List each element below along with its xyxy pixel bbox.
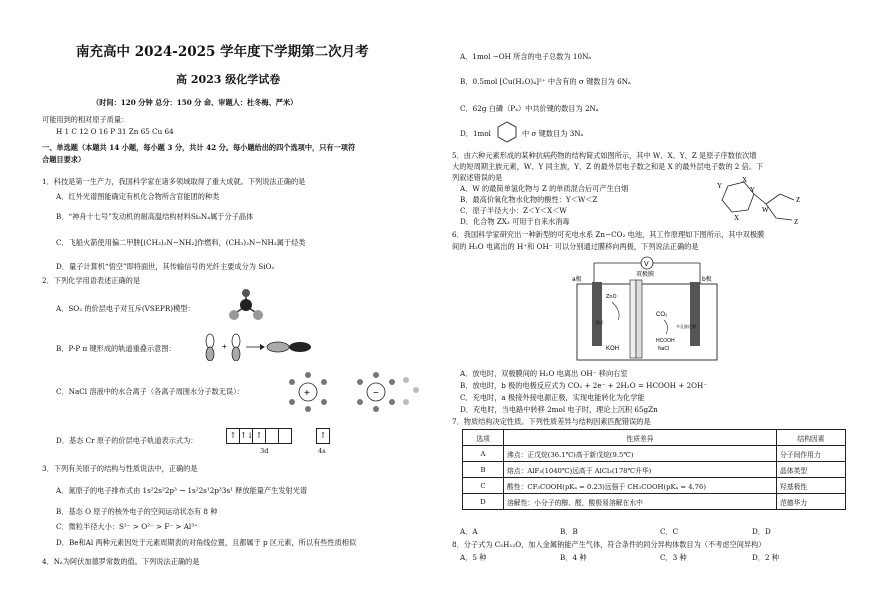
table-cell: 熔点：AlF₃(1040℃)远高于 AlCl₃(178℃升华) xyxy=(504,462,777,478)
table-row xyxy=(463,494,846,510)
orbital-box-3d-4 xyxy=(265,428,279,444)
struct-label-x1: X xyxy=(742,176,748,184)
catalyst-label: 多孔催化剂 xyxy=(676,324,696,329)
q7-option-a: A．A xyxy=(460,527,478,536)
q6-option-d: D．充电时，当电路中转移 2mol 电子时，理论上沉积 65gZn xyxy=(460,405,658,414)
q8-option-d: D．2 种 xyxy=(752,553,779,562)
section-heading-2: 合题目要求） xyxy=(42,155,86,164)
q3-option-b: B．基态 O 原子的核外电子的空间运动状态有 8 种 xyxy=(56,507,218,516)
atomic-mass-title: 可能用到的相对原子质量： xyxy=(42,115,129,124)
q4-option-d-pre: D．1mol xyxy=(460,129,491,138)
struct-label-y2: Y xyxy=(750,186,756,194)
q5-stem-2: 大的短周期主族元素，W、Y 同主族，Y、Z 的最外层电子数之和是 X 的最外层电子数的 2 倍。下 xyxy=(452,162,764,171)
table-row xyxy=(463,462,846,478)
table-cell: 沸点：正戊烷(36.1℃)高于新戊烷(9.5℃) xyxy=(504,446,777,462)
q2-stem: 2．下列化学用语表述正确的是 xyxy=(42,276,141,285)
electrode-b-label: b极 xyxy=(702,276,712,283)
nacl-label: NaCl xyxy=(658,346,670,352)
q1-option-a: A．红外光谱图能确定有机化合物所含官能团的种类 xyxy=(56,192,220,201)
table-cell: 晶体类型 xyxy=(777,462,846,478)
q1-stem: 1．科技是第一生产力，我国科学家在诸多领域取得了重大成就。下列说法正确的是 xyxy=(42,177,306,186)
orbital-box-4s: ↑ xyxy=(316,428,330,444)
q8-option-a: A．5 种 xyxy=(460,553,487,562)
co2-label: CO₂ xyxy=(656,312,668,318)
table-cell: 酸性：CF₃COOH(pKₐ = 0.23)远强于 CH₃COOH(pKₐ = 4.76) xyxy=(504,478,777,494)
orbital-box-3d-2: ↑↓ xyxy=(239,428,253,444)
q6-stem-2: 间的 H₂O 电离出的 H⁺和 OH⁻ 可以分别通过膜移向两极，下列说法正确的是 xyxy=(452,242,699,251)
q1-option-b: B．“神舟十七号”发动机的耐高温结构材料Si₃N₄属于分子晶体 xyxy=(56,212,254,221)
zno-label: ZnO xyxy=(606,294,617,300)
q6-option-c: C．充电时，a 极接外接电源正极，实现电能转化为化学能 xyxy=(460,393,645,402)
orbital-label-4s: 4s xyxy=(318,447,326,455)
voltmeter-label: V xyxy=(644,261,649,268)
struct-label-w: W xyxy=(762,206,769,214)
q7-option-c: C．C xyxy=(660,527,679,536)
orbital-box-3d-5 xyxy=(278,428,292,444)
q6-stem-1: 6．我国科学家研究出一种新型的可充电水系 Zn−CO₂ 电池，其工作原理如下图所示，其中双极膜 xyxy=(452,230,765,239)
q4-option-c: C．62g 白磷（P₄）中共价键的数目为 2Nₐ xyxy=(460,104,599,113)
section-heading: 一、单选题（本题共 14 小题，每小题 3 分，共计 42 分。每小题给出的四个选项中，只有一项符 xyxy=(42,143,356,152)
q8-option-c: C．3 种 xyxy=(660,553,687,562)
table-cell: C xyxy=(463,478,504,494)
orbital-label-3d: 3d xyxy=(260,447,269,455)
q7-option-d: D．D xyxy=(752,527,771,536)
svg-text:+: + xyxy=(304,388,310,399)
q5-stem-3: 列叙述错误的是 xyxy=(452,173,503,182)
table-cell: 羟基极性 xyxy=(777,478,846,494)
header-cell: 选项 xyxy=(463,430,504,446)
battery-diagram xyxy=(572,254,722,364)
q3-option-c: C．微粒半径大小：S²⁻ > O²⁻ > F⁻ > Al³⁺ xyxy=(56,522,198,531)
zn-label: 锌片 xyxy=(596,320,604,325)
q4-option-a: A．1mol −OH 所含的电子总数为 10Nₐ xyxy=(460,52,592,61)
exam-title: 南充高中 2024-2025 学年度下学期第二次月考 xyxy=(76,44,369,60)
table-cell: D xyxy=(463,494,504,510)
table-row xyxy=(463,478,846,494)
q8-stem: 8．分子式为 C₅H₁₂O，加入金属钠能产生气体，符合条件的同分异构体数目为（不考虑空间异构） xyxy=(452,540,766,549)
electrode-a-label: a极 xyxy=(572,276,582,283)
struct-label-z2: Z xyxy=(794,218,799,226)
q6-option-b: B．放电时，b 极的电极反应式为 CO₂ + 2e⁻ + 2H₂O = HCOOH + 2OH⁻ xyxy=(460,381,708,390)
cr-orbital-diagram xyxy=(226,428,376,448)
q8-option-b: B．4 种 xyxy=(560,553,587,562)
q5-option-c: C．原子半径大小：Z＜Y＜X＜W xyxy=(460,206,567,215)
q7-stem: 7．物质结构决定性质。下列性质差异与结构因素匹配错误的是 xyxy=(452,417,651,426)
q2-option-b: B．P-P π 键形成的轨道重叠示意图： xyxy=(56,344,176,353)
exam-subtitle: 高 2023 级化学试卷 xyxy=(176,73,281,86)
q2-option-d: D．基态 Cr 原子的价层电子轨道表示式为： xyxy=(56,436,198,445)
q3-option-d: D．Be和Al 两种元素因处于元素周期表的对角线位置，且都属于 p 区元素，所以有些性质相似 xyxy=(56,538,357,547)
q5-stem-1: 5．由六种元素形成的某种抗病药物的结构简式如图所示，其中 W、X、Y、Z 是原子序数依次增 xyxy=(452,151,757,160)
struct-label-y1: Y xyxy=(717,182,723,190)
header-cell: 结构因素 xyxy=(777,430,846,446)
orbital-box-3d-1: ↑ xyxy=(226,428,240,444)
q4-option-d-post: 中 σ 键数目为 3Nₐ xyxy=(522,129,584,138)
q5-option-a: A．W 的最简单氢化物与 Z 的单质混合后可产生白烟 xyxy=(460,184,629,193)
svg-text:+: + xyxy=(222,342,227,351)
q4-stem: 4．Nₐ为阿伏加德罗常数的值。下列说法正确的是 xyxy=(42,557,200,566)
hydrated-ions-figure xyxy=(286,370,426,414)
svg-text:−: − xyxy=(373,388,379,399)
q7-option-b: B．B xyxy=(560,527,578,536)
p-orbital-overlap-figure xyxy=(200,333,320,361)
table-cell: 溶解性：小分子的醇、醛，酸极易溶解在水中 xyxy=(504,494,777,510)
table-cell: A xyxy=(463,446,504,462)
q3-option-a: A．氮原子的电子排布式由 1s²2s²2p³ → 1s²2s¹2p³3s¹ 释放能量产生发射光谱 xyxy=(56,486,308,495)
exam-meta: （时间：120 分钟 总分：150 分 命、审题人：杜冬梅、严米） xyxy=(92,98,298,107)
table-cell: 范德华力 xyxy=(777,494,846,510)
struct-label-z1: Z xyxy=(796,196,801,204)
q6-option-a: A．放电时，双极膜间的 H₂O 电离出 OH⁻ 移向右室 xyxy=(460,369,628,378)
struct-label-x2: X xyxy=(734,214,740,222)
cyclohexane-icon xyxy=(496,120,518,144)
q5-option-d: D．化合物 ZX₂ 可用于自来水消毒 xyxy=(460,217,570,226)
q3-stem: 3．下列有关原子的结构与性质说法中，正确的是 xyxy=(42,464,198,473)
table-row xyxy=(463,446,846,462)
atomic-mass-values: H 1 C 12 O 16 P 31 Zn 65 Cu 64 xyxy=(56,127,174,136)
hcooh-label: HCOOH xyxy=(656,338,675,344)
orbital-box-3d-3: ↑ xyxy=(252,428,266,444)
table-cell: 分子间作用力 xyxy=(777,446,846,462)
vsepr-model-figure xyxy=(226,288,266,324)
membrane-label: 双极膜 xyxy=(636,271,655,278)
q1-option-d: D．量子计算机“悟空”即将面世，其传输信号的光纤主要成分为 SiO₂ xyxy=(56,262,275,271)
q4-option-b: B．0.5mol [Cu(H₂O)₄]²⁺ 中含有的 σ 键数目为 6Nₐ xyxy=(460,77,631,86)
header-cell: 性质差异 xyxy=(504,430,777,446)
q2-option-a: A．SO₂ 的价层电子对互斥(VSEPR)模型： xyxy=(56,304,195,313)
table-header-row xyxy=(463,430,846,446)
q5-option-b: B．最高价氧化物水化物的酸性：Y＜W＜Z xyxy=(460,195,598,204)
q2-option-c: C．NaCl 溶液中的水合离子（各离子周围水分子数无误）： xyxy=(56,387,244,396)
q1-option-c: C．飞船火箭使用偏二甲肼[(CH₃)₂N−NH₂]作燃料，(CH₃)₂N−NH₂属于烃类 xyxy=(56,238,306,247)
table-cell: B xyxy=(463,462,504,478)
koh-label: KOH xyxy=(606,346,620,352)
drug-structure-figure xyxy=(714,176,824,232)
property-table xyxy=(462,429,846,510)
